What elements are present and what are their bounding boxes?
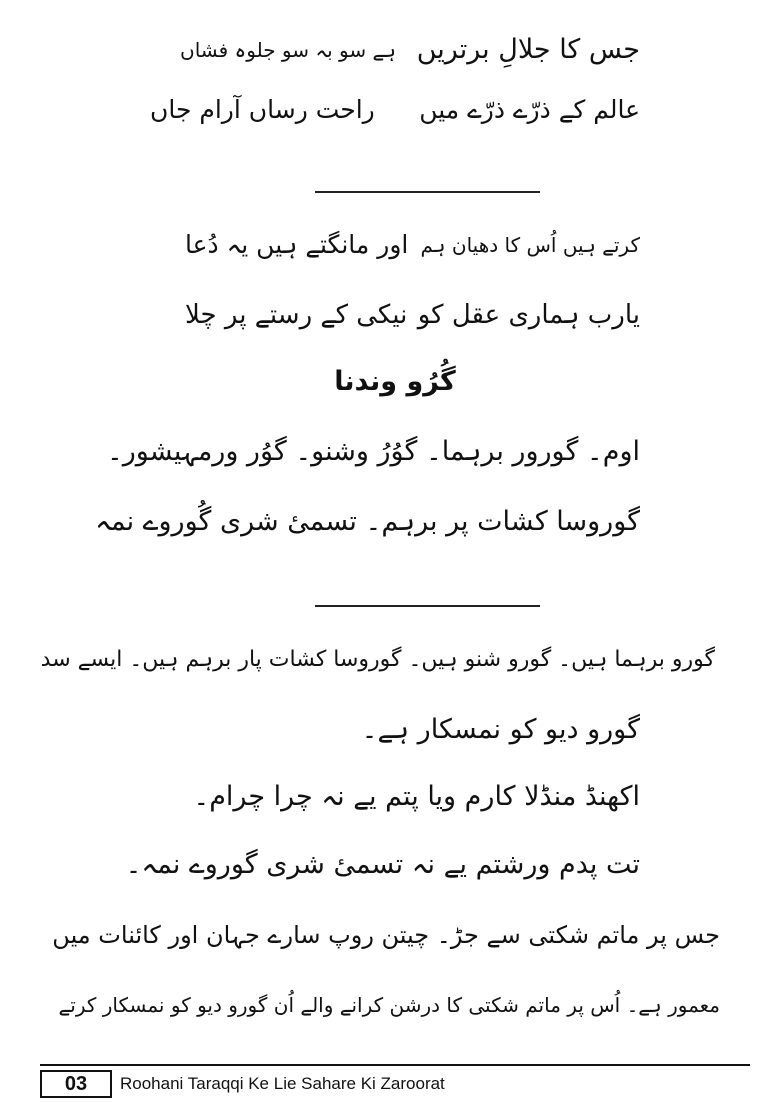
mantra-line-1: اوم۔ گورور برہما۔ گوُرُ وشنو۔ گوُر ورمہیشور۔ [106,436,640,467]
section-divider-2 [315,605,540,607]
verse2-line1-left: اور مانگتے ہیں یہ دُعا [185,230,409,259]
mantra-line-2: گوروسا کشات پر برہم۔ تسمیٔ شری گُوروے نمہ [95,506,640,537]
paragraph2-line-2: تت پدم ورشتم یے نہ تسمیٔ شری گوروے نمہ۔ [125,849,640,880]
section-divider-1 [315,191,540,193]
verse2-line1-right: کرتے ہیں اُس کا دھیان ہم [420,233,640,257]
verse2-line2 [185,295,640,335]
verse1-line1-left: ہے سو بہ سو جلوہ فشاں [180,38,396,62]
book-title: Roohani Taraqqi Ke Lie Sahare Ki Zaroorat [120,1074,445,1093]
paragraph1-line-2: گورو دیو کو نمسکار ہے۔ [361,714,640,745]
verse1-line2-right: عالم کے ذرّے ذرّے میں [419,95,640,124]
verse1-line1-right: جس کا جلالِ برتریں [416,34,640,65]
verse2-line1 [185,225,640,265]
paragraph2-line-1: اکھنڈ منڈلا کارم ویا پتم یے نہ چرا چرام۔ [193,781,640,812]
verse2-line2-right: یارب ہماری عقل کو [417,300,640,330]
paragraph1-line-1: گورو برہما ہیں۔ گورو شنو ہیں۔ گوروسا کشات پار برہم ہیں۔ ایسے سد [40,647,715,672]
section-heading: گُرُو وندنا [334,366,456,397]
page-number: 03 [40,1070,112,1098]
footer-rule [40,1064,750,1066]
paragraph3-line-2: معمور ہے۔ اُس پر ماتم شکتی کا درشن کرانے والے اُن گورو دیو کو نمسکار کرتے [58,993,720,1017]
verse1-line1 [150,30,640,70]
paragraph3-line-1: جس پر ماتم شکتی سے جڑ۔ چیتن روپ سارے جہان اور کائنات میں [52,921,720,949]
verse1-line2 [150,90,640,130]
verse2-line2-left: نیکی کے رستے پر چلا [185,300,408,330]
verse1-line2-left: راحت رساں آرام جاں [150,95,375,124]
